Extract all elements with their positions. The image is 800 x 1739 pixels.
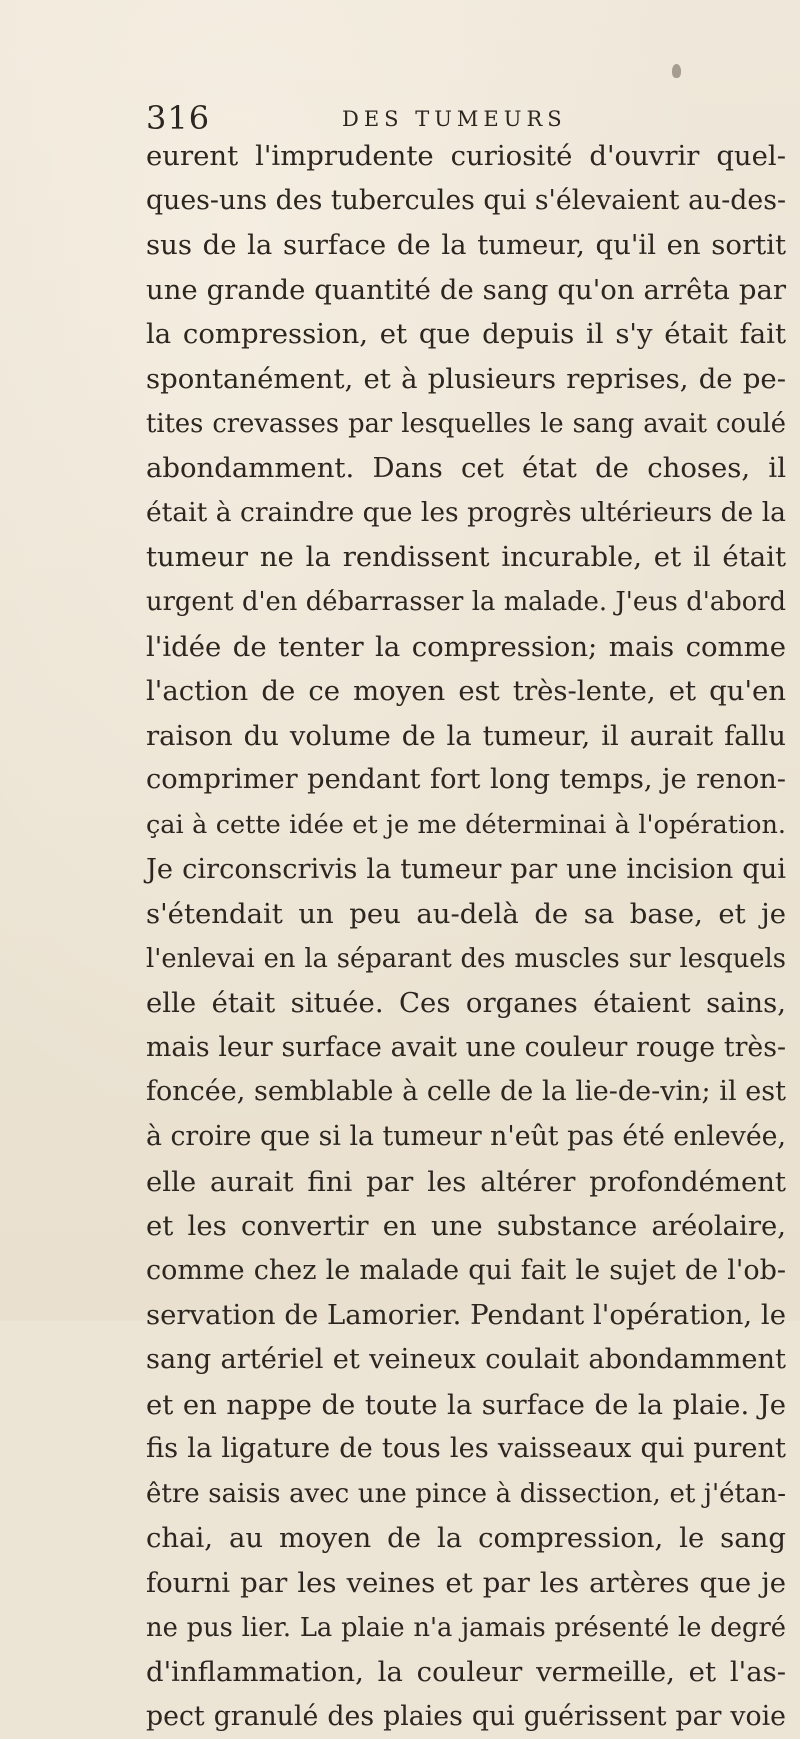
body-text bbox=[146, 134, 786, 1739]
text-line: chai, au moyen de la compression, le sang bbox=[146, 1522, 786, 1555]
text-line: et en nappe de toute la surface de la plaie. Je bbox=[146, 1388, 786, 1421]
text-line: tites crevasses par lesquelles le sang avait coulé bbox=[146, 408, 786, 439]
ink-speck bbox=[672, 64, 681, 78]
text-line: l'idée de tenter la compression; mais comme bbox=[146, 630, 786, 663]
text-line: spontanément, et à plusieurs reprises, de pe- bbox=[146, 362, 786, 395]
text-line: abondamment. Dans cet état de choses, il bbox=[146, 452, 786, 485]
text-line: pect granulé des plaies qui guérissent par voie bbox=[146, 1700, 786, 1732]
text-line: l'action de ce moyen est très-lente, et qu'en bbox=[146, 675, 786, 708]
text-line: tumeur ne la rendissent incurable, et il était bbox=[146, 541, 786, 574]
text-line: ne pus lier. La plaie n'a jamais présenté le degré bbox=[146, 1612, 786, 1643]
text-line: sus de la surface de la tumeur, qu'il en sortit bbox=[146, 229, 786, 262]
text-line: fis la ligature de tous les vaisseaux qui purent bbox=[146, 1433, 786, 1465]
text-line: foncée, semblable à celle de la lie-de-vin; il est bbox=[146, 1076, 786, 1108]
page-number: 316 bbox=[146, 99, 211, 137]
text-line: Je circonscrivis la tumeur par une incision qui bbox=[146, 853, 786, 885]
text-line: et les convertir en une substance aréolaire, bbox=[146, 1210, 786, 1243]
text-line: s'étendait un peu au-delà de sa base, et je bbox=[146, 898, 786, 931]
text-line: servation de Lamorier. Pendant l'opération, le bbox=[146, 1299, 786, 1332]
text-line: l'enlevai en la séparant des muscles sur lesquels bbox=[146, 943, 786, 974]
text-line: urgent d'en débarrasser la malade. J'eus d'abord bbox=[146, 586, 786, 617]
text-line: eurent l'imprudente curiosité d'ouvrir quel- bbox=[146, 140, 786, 172]
text-line: sang artériel et veineux coulait abondamment bbox=[146, 1344, 786, 1376]
text-line: une grande quantité de sang qu'on arrêta par bbox=[146, 273, 786, 306]
running-title: DES TUMEURS bbox=[342, 107, 567, 131]
page-header bbox=[146, 98, 786, 138]
text-line: çai à cette idée et je me déterminai à l'opération. bbox=[146, 809, 786, 840]
text-line: elle aurait fini par les altérer profondément bbox=[146, 1165, 786, 1198]
text-line: elle était située. Ces organes étaient sains, bbox=[146, 987, 786, 1020]
text-line: comme chez le malade qui fait le sujet de l'ob- bbox=[146, 1254, 786, 1286]
text-line: à croire que si la tumeur n'eût pas été enlevée, bbox=[146, 1121, 787, 1153]
text-line: ques-uns des tubercules qui s'élevaient au-des- bbox=[146, 184, 786, 216]
text-line: était à craindre que les progrès ultérieurs de la bbox=[146, 496, 786, 528]
text-line: raison du volume de la tumeur, il aurait fallu bbox=[146, 719, 786, 752]
text-line: d'inflammation, la couleur vermeille, et l'as- bbox=[146, 1656, 786, 1689]
text-line: être saisis avec une pince à dissection, et j'étan- bbox=[146, 1478, 786, 1509]
text-line: fourni par les veines et par les artères que je bbox=[146, 1567, 786, 1599]
text-line: comprimer pendant fort long temps, je renon- bbox=[146, 764, 786, 796]
text-line: mais leur surface avait une couleur rouge très- bbox=[146, 1031, 786, 1063]
text-line: la compression, et que depuis il s'y était fait bbox=[146, 318, 786, 351]
